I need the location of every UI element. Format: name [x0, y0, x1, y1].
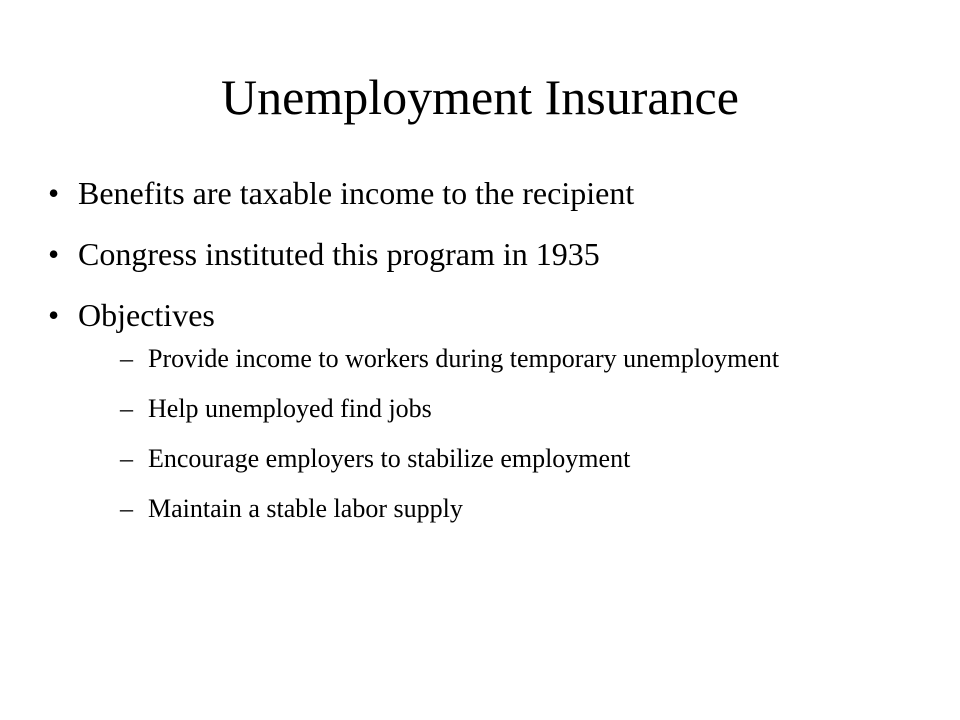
- sub-bullet-item: [78, 342, 908, 375]
- bullet-marker: •: [48, 236, 60, 272]
- sub-bullet-marker: –: [120, 444, 133, 473]
- bullet-list: [48, 168, 908, 542]
- sub-bullet-item: [78, 392, 908, 425]
- sub-bullet-text: Provide income to workers during temporary unemployment: [148, 344, 780, 373]
- sub-bullet-text: Help unemployed find jobs: [148, 394, 432, 423]
- sub-bullet-marker: –: [120, 394, 133, 423]
- sub-bullet-item: [78, 442, 908, 475]
- bullet-marker: •: [48, 297, 60, 333]
- bullet-item: [48, 290, 908, 525]
- bullet-text: Objectives: [78, 297, 215, 333]
- sub-bullet-marker: –: [120, 344, 133, 373]
- sub-bullet-item: [78, 492, 908, 525]
- bullet-text: Congress instituted this program in 1935: [78, 236, 600, 272]
- sub-bullet-text: Maintain a stable labor supply: [148, 494, 463, 523]
- bullet-marker: •: [48, 175, 60, 211]
- bullet-item: [48, 168, 908, 218]
- bullet-item: [48, 229, 908, 279]
- slide-title: Unemployment Insurance: [221, 69, 739, 125]
- sub-bullet-text: Encourage employers to stabilize employment: [148, 444, 631, 473]
- sub-bullet-marker: –: [120, 494, 133, 523]
- sub-bullet-list: [78, 342, 908, 525]
- bullet-text: Benefits are taxable income to the recipient: [78, 175, 635, 211]
